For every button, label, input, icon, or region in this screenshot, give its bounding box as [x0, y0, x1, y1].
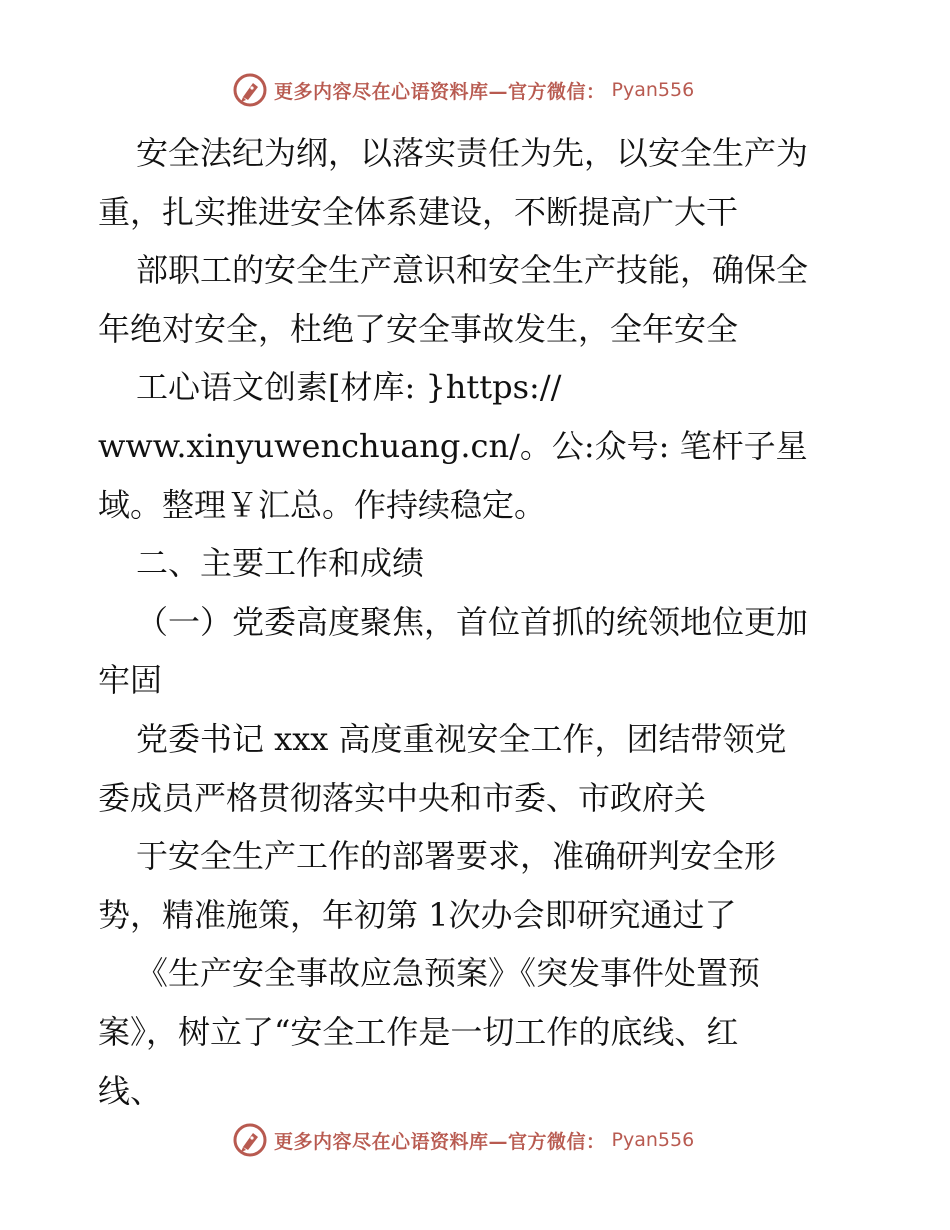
text-line: 域。整理￥汇总。作持续稳定。: [98, 485, 547, 524]
watermark-site-text: 更多内容尽在心语资料库—官方微信：: [274, 1130, 606, 1153]
watermark-site-text: 更多内容尽在心语资料库—官方微信：: [274, 80, 606, 103]
text-line: 党委书记 xxx 高度重视安全工作，团结带领党: [136, 719, 787, 758]
text-line: 委成员严格贯彻落实中央和市委、市政府关: [98, 778, 707, 817]
text-line: 势，精准施策，年初第 1次办会即研究通过了: [98, 895, 737, 934]
text-line: 重，扎实推进安全体系建设，不断提高广大干: [98, 192, 739, 231]
footer-watermark: [232, 1120, 694, 1160]
text-line: 工心语文创素[材库: }https://: [136, 368, 562, 407]
text-line: 二、主要工作和成绩: [136, 544, 425, 583]
text-line: www.xinyuwenchuang.cn/。公:众号: 笔杆子星: [98, 426, 808, 465]
document-body: [98, 124, 858, 1120]
text-line: 于安全生产工作的部署要求，准确研判安全形: [136, 837, 777, 876]
text-line: 部职工的安全生产意识和安全生产技能，确保全: [136, 251, 809, 290]
text-line: 牢固: [98, 661, 163, 700]
header-watermark: [232, 70, 694, 110]
text-line: 年绝对安全，杜绝了安全事故发生，全年安全: [98, 309, 739, 348]
text-line: （一）党委高度聚焦，首位首抓的统领地位更加: [136, 602, 809, 641]
text-line: 安全法纪为纲，以落实责任为先，以安全生产为: [136, 134, 809, 172]
pen-nib-icon: [232, 72, 268, 108]
pen-nib-icon: [232, 1122, 268, 1158]
watermark-wechat-id: Pyan556: [611, 1129, 695, 1151]
text-line: 《生产安全事故应急预案》《突发事件处置预: [136, 954, 761, 993]
watermark-wechat-id: Pyan556: [611, 79, 695, 101]
text-line: 案》，树立了“安全工作是一切工作的底线、红: [98, 1012, 739, 1051]
text-line: 线、: [98, 1071, 163, 1110]
